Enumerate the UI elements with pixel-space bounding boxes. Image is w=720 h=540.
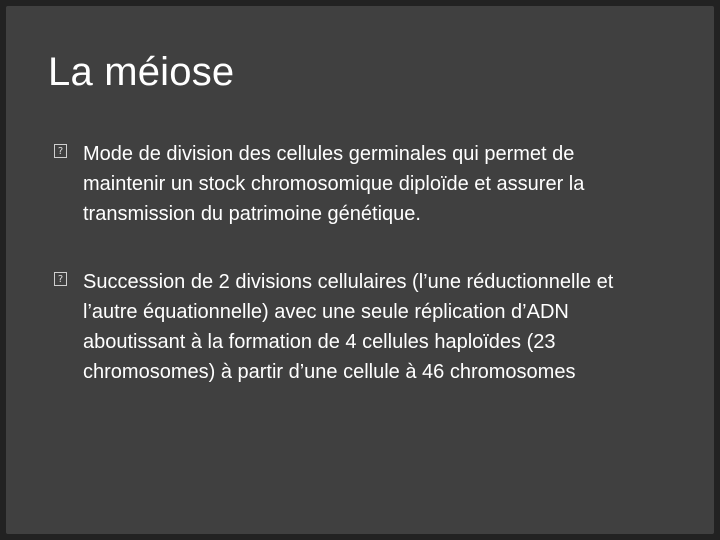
slide-title: La méiose: [48, 50, 235, 94]
bullet-item-division: [54, 139, 654, 229]
bullet-text-division: Mode de division des cellules germinales qui permet de maintenir un stock chromosomique diploïde et assurer la transmission du patrimoine génétique.: [83, 143, 585, 225]
bullet-list: [54, 139, 654, 425]
bullet-item-succession: [54, 267, 654, 387]
missing-glyph-icon: ?: [54, 144, 67, 158]
missing-glyph-icon: ?: [54, 272, 67, 286]
slide-content-panel: [6, 6, 714, 534]
bullet-text-succession: Succession de 2 divisions cellulaires (l’une réductionnelle et l’autre équationnelle) avec une seule réplication d’ADN aboutissant à la formation de 4 cellules haploïdes (23 chromosomes) à partir d’une cellule à 46 chromosomes: [83, 271, 614, 383]
